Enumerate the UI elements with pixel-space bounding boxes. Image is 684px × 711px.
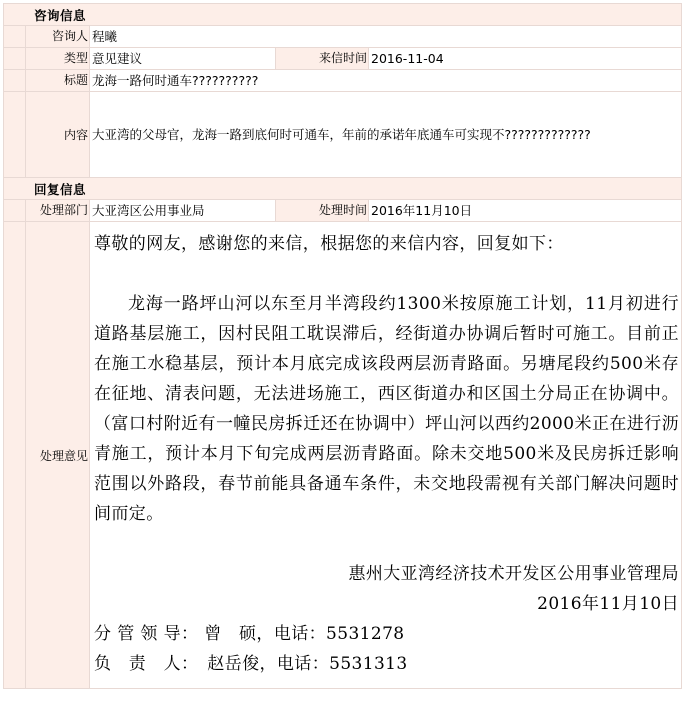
asker-spacer xyxy=(4,26,26,48)
asker-value: 程曦 xyxy=(90,26,682,48)
opinion-date: 2016年11月10日 xyxy=(537,594,680,614)
type-spacer xyxy=(4,48,26,70)
letter-time-label: 来信时间 xyxy=(276,48,369,70)
handle-time-label: 处理时间 xyxy=(276,200,369,222)
content-value: 大亚湾的父母官，龙海一路到底何时可通车，年前的承诺年底通车可实现不????????????? xyxy=(90,92,682,178)
content-spacer xyxy=(4,92,26,178)
reply-section-header: 回复信息 xyxy=(4,178,682,200)
department-spacer xyxy=(4,200,26,222)
title-row xyxy=(4,70,682,92)
content-label: 内容 xyxy=(26,92,90,178)
type-value: 意见建议 xyxy=(90,48,276,70)
opinion-blank-line-2 xyxy=(94,529,679,559)
type-and-time-row xyxy=(4,48,682,70)
inquiry-section-header-row xyxy=(4,4,682,26)
inquiry-info-table xyxy=(3,3,682,689)
department-and-time-row xyxy=(4,200,682,222)
reply-section-header-row xyxy=(4,178,682,200)
letter-time-value: 2016-11-04 xyxy=(369,48,682,70)
opinion-contact-leader: 分 管 领 导： 曾 硕，电话：5531278 xyxy=(94,624,405,644)
opinion-label: 处理意见 xyxy=(26,222,90,689)
title-spacer xyxy=(4,70,26,92)
asker-label: 咨询人 xyxy=(26,26,90,48)
title-value: 龙海一路何时通车?????????? xyxy=(90,70,682,92)
department-value: 大亚湾区公用事业局 xyxy=(90,200,276,222)
opinion-contact-person: 负 责 人： 赵岳俊，电话：5531313 xyxy=(94,654,408,674)
asker-row xyxy=(4,26,682,48)
handle-time-value: 2016年11月10日 xyxy=(369,200,682,222)
opinion-greeting: 尊敬的网友，感谢您的来信，根据您的来信内容，回复如下： xyxy=(94,234,564,254)
opinion-row xyxy=(4,222,682,689)
content-row xyxy=(4,92,682,178)
department-label: 处理部门 xyxy=(26,200,90,222)
opinion-signature: 惠州大亚湾经济技术开发区公用事业管理局 xyxy=(348,564,680,584)
inquiry-section-header: 咨询信息 xyxy=(4,4,682,26)
opinion-blank-line xyxy=(94,259,679,289)
type-label: 类型 xyxy=(26,48,90,70)
opinion-body: 龙海一路坪山河以东至月半湾段约1300米按原施工计划，11月初进行道路基层施工，因村民阻工耽误滞后，经街道办协调后暂时可施工。目前正在施工水稳基层，预计本月底完成该段两层沥青路面。另塘尾段约500米存在征地、清表问题，无法进场施工，西区街道办和区国土分局正在协调中。（富口村附近有一幢民房拆迁还在协调中）坪山河以西约2000米正在进行沥青施工，预计本月下旬完成两层沥青路面。除未交地500米及民房拆迁影响范围以外路段，春节前能具备通车条件，未交地段需视有关部门解决问题时间而定。 xyxy=(94,294,680,524)
opinion-spacer xyxy=(4,222,26,689)
opinion-value xyxy=(90,222,682,689)
title-label: 标题 xyxy=(26,70,90,92)
